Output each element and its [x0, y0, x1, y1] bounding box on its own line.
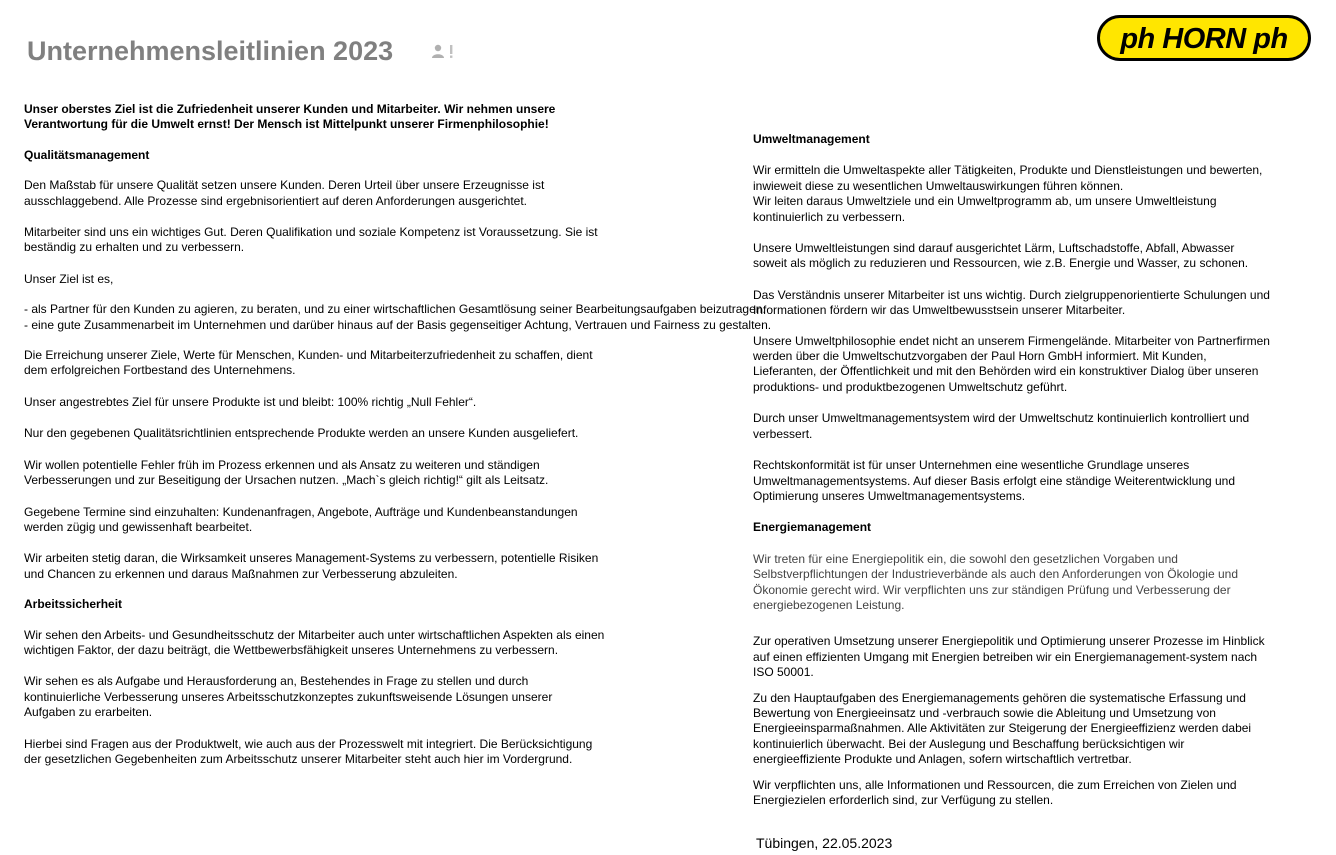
um-paragraph-6: Rechtskonformität ist für unser Unternehmen eine wesentliche Grundlage unseres Umweltmanagementsystems. Auf dieser Basis erfolgt eine ständige Weiterentwicklung und Optimierung unseres Umweltmanagementsystems. — [753, 458, 1236, 503]
qm-paragraph-4: Die Erreichung unserer Ziele, Werte für Menschen, Kunden- und Mitarbeiterzufriedenheit zu schaffen, dient dem erfolgreichen Fortbestand des Unternehmens. — [24, 348, 593, 378]
heading-qualitaetsmanagement: Qualitätsmanagement — [24, 147, 150, 162]
um-paragraph-1: Wir ermitteln die Umweltaspekte aller Tätigkeiten, Produkte und Dienstleistungen und bewerten, inwieweit diese zu wesentlichen Umweltauswirkungen führen können. Wir leiten daraus Umweltziele und ein Umweltprogramm ab, um unsere Umweltleistung kontinuierlich zu verbessern. — [753, 163, 1263, 224]
page-title: Unternehmensleitlinien 2023 — [27, 36, 394, 66]
as-paragraph-3: Hierbei sind Fragen aus der Produktwelt, wie auch aus der Prozesswelt mit integriert. Die Berücksichtigung der gesetzlichen Gegebenheiten zum Arbeitsschutz unserer Mitarbeiter steht auch hier im Vordergrund. — [24, 736, 593, 766]
heading-energiemanagement: Energiemanagement — [753, 520, 872, 535]
um-paragraph-5: Durch unser Umweltmanagementsystem wird der Umweltschutz kontinuierlich kontrolliert und verbessert. — [753, 411, 1250, 441]
qm-paragraph-1: Den Maßstab für unsere Qualität setzen unsere Kunden. Deren Urteil über unsere Erzeugnisse ist ausschlaggebend. Alle Prozesse sind ergebnisorientiert auf deren Anforderungen ausgerichtet. — [24, 178, 545, 208]
qm-paragraph-8: Gegebene Termine sind einzuhalten: Kundenanfragen, Angebote, Aufträge und Kundenbeanstandungen werden zügig und gewissenhaft bearbeitet. — [24, 504, 578, 534]
um-paragraph-2: Unsere Umweltleistungen sind darauf ausgerichtet Lärm, Luftschadstoffe, Abfall, Abwasser soweit als möglich zu reduzieren und Ressourcen, wie z.B. Energie und Wasser, zu schonen. — [753, 241, 1249, 271]
qm-paragraph-9: Wir arbeiten stetig daran, die Wirksamkeit unseres Management-Systems zu verbessern, potentielle Risiken und Chancen zu erkennen und daraus Maßnahmen zur Verbesserung abzuleiten. — [24, 551, 599, 581]
heading-umweltmanagement: Umweltmanagement — [753, 132, 870, 146]
heading-arbeitssicherheit: Arbeitssicherheit — [24, 597, 123, 612]
qm-paragraph-5: Unser angestrebtes Ziel für unsere Produkte ist und bleibt: 100% richtig „Null Fehler“. — [24, 394, 477, 409]
intro-statement: Unser oberstes Ziel ist die Zufriedenheit unserer Kunden und Mitarbeiter. Wir nehmen unsere Verantwortung für die Umwelt ernst! Der Mensch ist Mittelpunkt unserer Firmenphilosophie! — [24, 102, 556, 132]
right-column — [753, 132, 1323, 808]
um-paragraph-3: Das Verständnis unserer Mitarbeiter ist uns wichtig. Durch zielgruppenorientierte Schulungen und Informationen fördern wir das Umweltbewusstsein unserer Mitarbeiter. — [753, 287, 1270, 318]
as-paragraph-1: Wir sehen den Arbeits- und Gesundheitsschutz der Mitarbeiter auch unter wirtschaftlichen Aspekten als einen wichtigen Faktor, der dazu beiträgt, die Wettbewerbsfähigkeit unseres Unternehmens zu verbessern. — [24, 627, 605, 657]
em-paragraph-4: Wir verpflichten uns, alle Informationen und Ressourcen, die zum Erreichen von Zielen und Energiezielen erforderlich sind, zur Verfügung zu stellen. — [753, 777, 1237, 807]
title-icons — [430, 43, 455, 59]
exclamation-icon — [447, 43, 455, 59]
user-icon — [430, 43, 446, 59]
left-column — [24, 102, 772, 767]
qm-paragraph-7: Wir wollen potentielle Fehler früh im Prozess erkennen und als Ansatz zu weiteren und ständigen Verbesserungen und zur Beseitigung der Ursachen nutzen. „Mach`s gleich richtig!“ gilt als Leitsatz. — [24, 457, 549, 488]
qm-list-item: - eine gute Zusammenarbeit im Unternehmen und darüber hinaus auf der Basis gegenseitiger Achtung, Vertrauen und Fairness zu gestalten. — [24, 317, 772, 332]
date-location: Tübingen, 22.05.2023 — [756, 835, 893, 851]
qm-paragraph-6: Nur den gegebenen Qualitätsrichtlinien entsprechende Produkte werden an unsere Kunden ausgeliefert. — [24, 426, 579, 441]
as-paragraph-2: Wir sehen es als Aufgabe und Herausforderung an, Bestehendes in Frage zu stellen und durch kontinuierliche Verbesserung unseres Arbeitsschutzkonzeptes zukunftsweisende Lösungen unserer Aufgaben zu erarbeiten. — [24, 674, 553, 720]
qm-paragraph-3: Unser Ziel ist es, — [24, 271, 114, 286]
em-paragraph-1: Wir treten für eine Energiepolitik ein, die sowohl den gesetzlichen Vorgaben und Selbstverpflichtungen der Industrieverbände als auch den Anforderungen von Ökologie und Ökonomie gerecht wird. Wir verpflichten uns zur ständigen Prüfung und Verbesserung der energiebezogenen Leistung. — [753, 551, 1238, 612]
qm-list-item: - als Partner für den Kunden zu agieren, zu beraten, und zu einer wirtschaftlichen Gesamtlösung seiner Bearbeitungsaufgaben beizutragen. — [24, 302, 766, 317]
um-paragraph-4: Unsere Umweltphilosophie endet nicht an unserem Firmengelände. Mitarbeiter von Partnerfirmen werden über die Umweltschutzvorgaben der Paul Horn GmbH informiert. Mit Kunden, Lieferanten, der Öffentlichkeit und mit den Behörden wird ein konstruktiver Dialog über unseren produktions- und produktbezogenen Umweltschutz geführt. — [753, 333, 1270, 394]
horn-logo — [1097, 15, 1311, 61]
em-paragraph-2: Zur operativen Umsetzung unserer Energiepolitik und Optimierung unserer Prozesse im Hinblick auf einen effizienten Umgang mit Energien betreiben wir ein Energiemanagement-system nach ISO 50001. — [753, 634, 1265, 680]
qm-paragraph-2: Mitarbeiter sind uns ein wichtiges Gut. Deren Qualifikation und soziale Kompetenz ist Voraussetzung. Sie ist beständig zu erhalten und zu verbessern. — [24, 225, 598, 255]
em-paragraph-3: Zu den Hauptaufgaben des Energiemanagements gehören die systematische Erfassung und Bewertung von Energieeinsatz und -verbrauch sowie die Ableitung und Umsetzung von Energieeinsparmaßnahmen. Alle Aktivitäten zur Steigerung der Energieeffizienz werden dabei kontinuierlich überwacht. Bei der Auslegung und Beschaffung berücksichtigen wir energieeffiziente Produkte und Anlagen, sofern wirtschaftlich vertretbar. — [753, 690, 1252, 767]
logo-text: ph HORN ph — [1120, 23, 1288, 55]
